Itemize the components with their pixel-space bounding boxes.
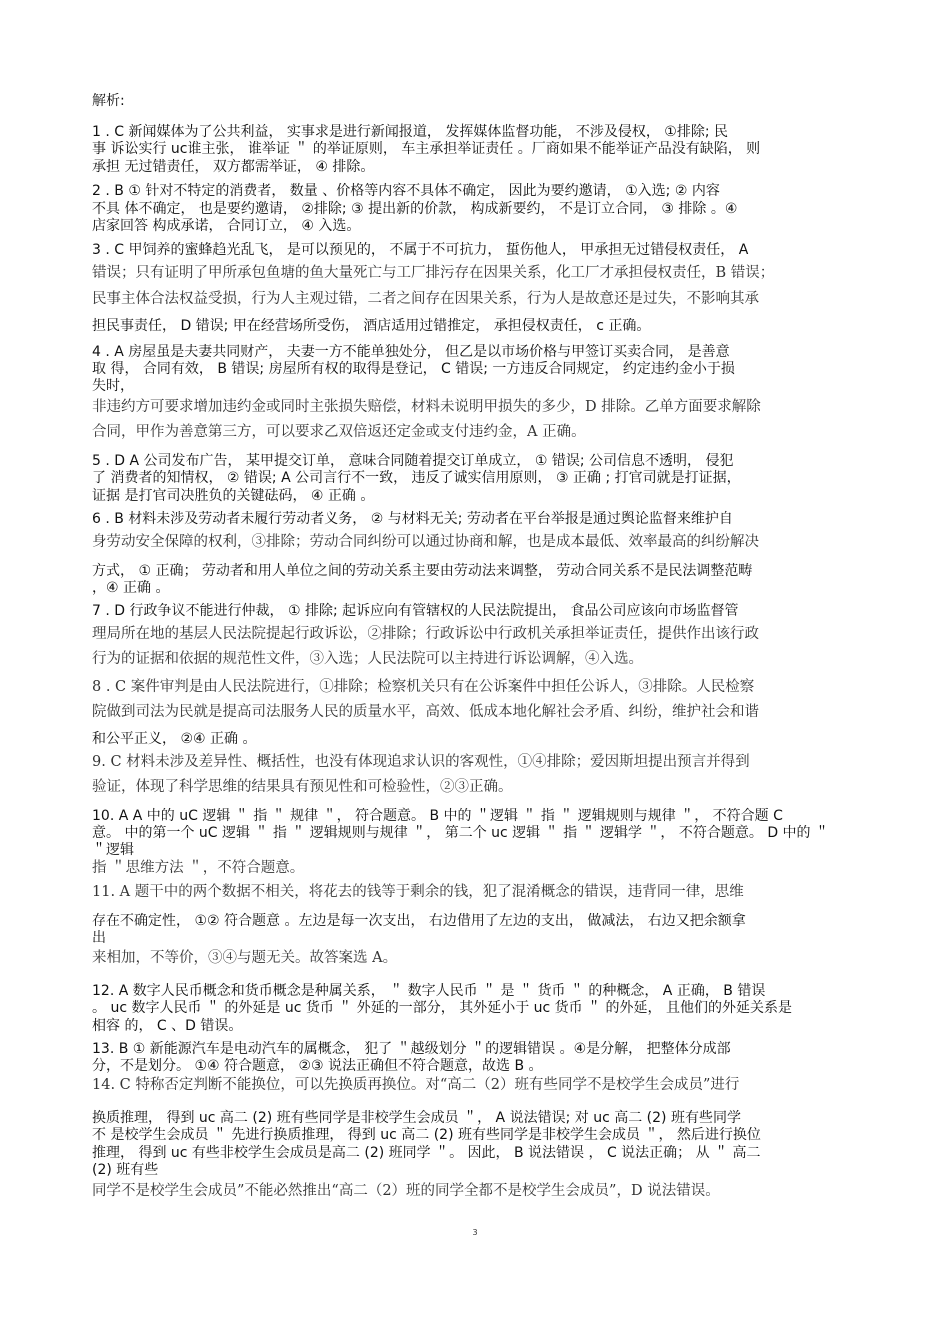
text-line: 1 . C 新闻媒体为了公共利益， 实事求是进行新闻报道， 发挥媒体监督功能， 不涉及侵权， ①排除; 民 <box>92 124 728 140</box>
text-line: 事 诉讼实行 uc谁主张， 谁举证 ＂ 的举证原则， 车主承担举证责任 。厂商如果不能举证产品没有缺陷， 则 <box>92 141 761 157</box>
text-line: 相容 的， C 、D 错误。 <box>92 1018 243 1034</box>
text-line: 意。 中的第一个 uC 逻辑 ＂ 指 ＂ 逻辑规则与规律 ＂， 第二个 uc 逻辑 ＂ 指 ＂ 逻辑学 ＂， 不符合题意。 D 中的 ＂ <box>92 825 830 841</box>
text-line: 2 . B ① 针对不特定的消费者， 数量 、价格等内容不具体不确定， 因此为要约邀请， ①入选; ② 内容 <box>92 183 720 199</box>
text-line: 行为的证据和依据的规范性文件，③入选；人民法院可以主持进行诉讼调解，④入选。 <box>92 651 643 667</box>
text-line: 3 . C 甲饲养的蜜蜂趋光乱飞， 是可以预见的， 不属于不可抗力， 蜇伤他人， 甲承担无过错侵权责任， A <box>92 242 749 258</box>
text-line: 9. C 材料未涉及差异性、概括性，也没有体现追求认识的客观性，①④排除；爱因斯坦提出预言并得到 <box>92 754 750 770</box>
text-line: 。 uc 数字人民币 ＂ 的外延是 uc 货币 ＂ 外延的一部分， 其外延小于 uc 货币 ＂ 的外延， 且他们的外延关系是 <box>92 1000 793 1016</box>
text-line: ，④ 正确 。 <box>92 580 170 596</box>
text-line: 身劳动安全保障的权利，③排除；劳动合同纠纷可以通过协商和解，也是成本最低、效率最高的纠纷解决 <box>92 534 759 550</box>
text-line: 来相加，不等价，③④与题无关。故答案选 A。 <box>92 950 398 966</box>
text-line: 8 . C 案件审判是由人民法院进行，①排除；检察机关只有在公诉案件中担任公诉人，③排除。人民检察 <box>92 679 755 695</box>
text-line: 换质推理， 得到 uc 高二 (2) 班有些同学是非校学生会成员 ＂， A 说法错误; 对 uc 高二 (2) 班有些同学 <box>92 1110 741 1126</box>
section-heading: 解析: <box>92 93 125 109</box>
text-line: 不具 体不确定， 也是要约邀请， ②排除; ③ 提出新的价款， 构成新要约， 不是订立合同， ③ 排除 。④ <box>92 201 738 217</box>
text-line: 7 . D 行政争议不能进行仲裁， ① 排除; 起诉应向有管辖权的人民法院提出， 食品公司应该向市场监督管 <box>92 603 739 619</box>
text-line: 合同，甲作为善意第三方，可以要求乙双倍返还定金或支付违约金，A 正确。 <box>92 424 586 440</box>
text-line: 12. A 数字人民币概念和货币概念是种属关系， ＂ 数字人民币 ＂ 是 ＂ 货币 ＂ 的种概念， A 正确， B 错误 <box>92 983 766 999</box>
text-line: 5 . D A 公司发布广告， 某甲提交订单， 意味合同随着提交订单成立， ① 错误; 公司信息不透明， 侵犯 <box>92 453 734 469</box>
page-number: 3 <box>472 1228 478 1237</box>
text-line: 店家回答 构成承诺， 合同订立， ④ 入选。 <box>92 218 361 234</box>
text-line: 13. B ① 新能源汽车是电动汽车的属概念， 犯了 ＂越级划分 ＂的逻辑错误 。④是分解， 把整体分成部 <box>92 1041 731 1057</box>
text-line: 推理， 得到 uc 有些非校学生会成员是高二 (2) 班同学 ＂。 因此， B 说法错误 ， C 说法正确； 从 ＂ 高二 <box>92 1145 761 1161</box>
text-line: 证据 是打官司决胜负的关键砝码， ④ 正确 。 <box>92 488 375 504</box>
text-line: 方式， ① 正确； 劳动者和用人单位之间的劳动关系主要由劳动法来调整， 劳动合同关系不是民法调整范畴 <box>92 563 753 579</box>
text-line: 理局所在地的基层人民法院提起行政诉讼，②排除；行政诉讼中行政机关承担举证责任，提供作出该行政 <box>92 626 759 642</box>
text-line: 承担 无过错责任， 双方都需举证， ④ 排除。 <box>92 159 375 175</box>
text-line: 担民事责任， D 错误; 甲在经营场所受伤， 酒店适用过错推定， 承担侵权责任， c 正确。 <box>92 318 651 334</box>
text-line: 民事主体合法权益受损，行为人主观过错，二者之间存在因果关系，行为人是故意还是过失，不影响其承 <box>92 291 759 307</box>
text-line: 10. A A 中的 uC 逻辑 ＂ 指 ＂ 规律 ＂， 符合题意。 B 中的 ＂逻辑 ＂ 指 ＂ 逻辑规则与规律 ＂， 不符合题 C <box>92 808 783 824</box>
text-line: 指 ＂思维方法 ＂，不符合题意。 <box>92 860 305 876</box>
text-line: (2) 班有些 <box>92 1162 159 1178</box>
text-line: 4 . A 房屋虽是夫妻共同财产， 夫妻一方不能单独处分， 但乙是以市场价格与甲签订买卖合同， 是善意 <box>92 344 730 360</box>
text-line: 14. C 特称否定判断不能换位，可以先换质再换位。对“高二（2）班有些同学不是校学生会成员”进行 <box>92 1077 740 1093</box>
text-line: 验证，体现了科学思维的结果具有预见性和可检验性，②③正确。 <box>92 779 513 795</box>
text-line: 出 <box>92 930 106 946</box>
text-line: 非违约方可要求增加违约金或同时主张损失赔偿，材料未说明甲损失的多少，D 排除。乙单方面要求解除 <box>92 399 761 415</box>
text-line: 取 得， 合同有效， B 错误; 房屋所有权的取得是登记， C 错误; 一方违反合同规定， 约定违约金小于损 <box>92 361 735 377</box>
text-line: 存在不确定性， ①② 符合题意 。左边是每一次支出， 右边借用了左边的支出， 做减法， 右边又把余额拿 <box>92 913 746 929</box>
text-line: 和公平正义， ②④ 正确 。 <box>92 731 257 747</box>
text-line: 失时， <box>92 378 134 394</box>
text-line: 11. A 题干中的两个数据不相关，将花去的钱等于剩余的钱，犯了混淆概念的错误，违背同一律，思维 <box>92 884 744 900</box>
text-line: 不 是校学生会成员 ＂ 先进行换质推理， 得到 uc 高二 (2) 班有些同学是非校学生会成员 ＂， 然后进行换位 <box>92 1127 761 1143</box>
text-line: 同学不是校学生会成员”不能必然推出“高二（2）班的同学全都不是校学生会成员”，D 说法错误。 <box>92 1183 720 1199</box>
text-line: 了 消费者的知情权， ② 错误; A 公司言行不一致， 违反了诚实信用原则， ③ 正确 ; 打官司就是打证据， <box>92 470 741 486</box>
text-line: 6 . B 材料未涉及劳动者未履行劳动者义务， ② 与材料无关; 劳动者在平台举报是通过舆论监督来维护自 <box>92 511 733 527</box>
text-line: 院做到司法为民就是提高司法服务人民的质量水平，高效、低成本地化解社会矛盾、纠纷，维护社会和谐 <box>92 704 759 720</box>
text-line: 分，不是划分。 ①④ 符合题意， ②③ 说法正确但不符合题意，故选 B 。 <box>92 1058 543 1074</box>
text-line: ＂逻辑 <box>92 842 134 858</box>
text-line: 错误；只有证明了甲所承包鱼塘的鱼大量死亡与工厂排污存在因果关系，化工厂才承担侵权责任，B 错误； <box>92 265 775 281</box>
